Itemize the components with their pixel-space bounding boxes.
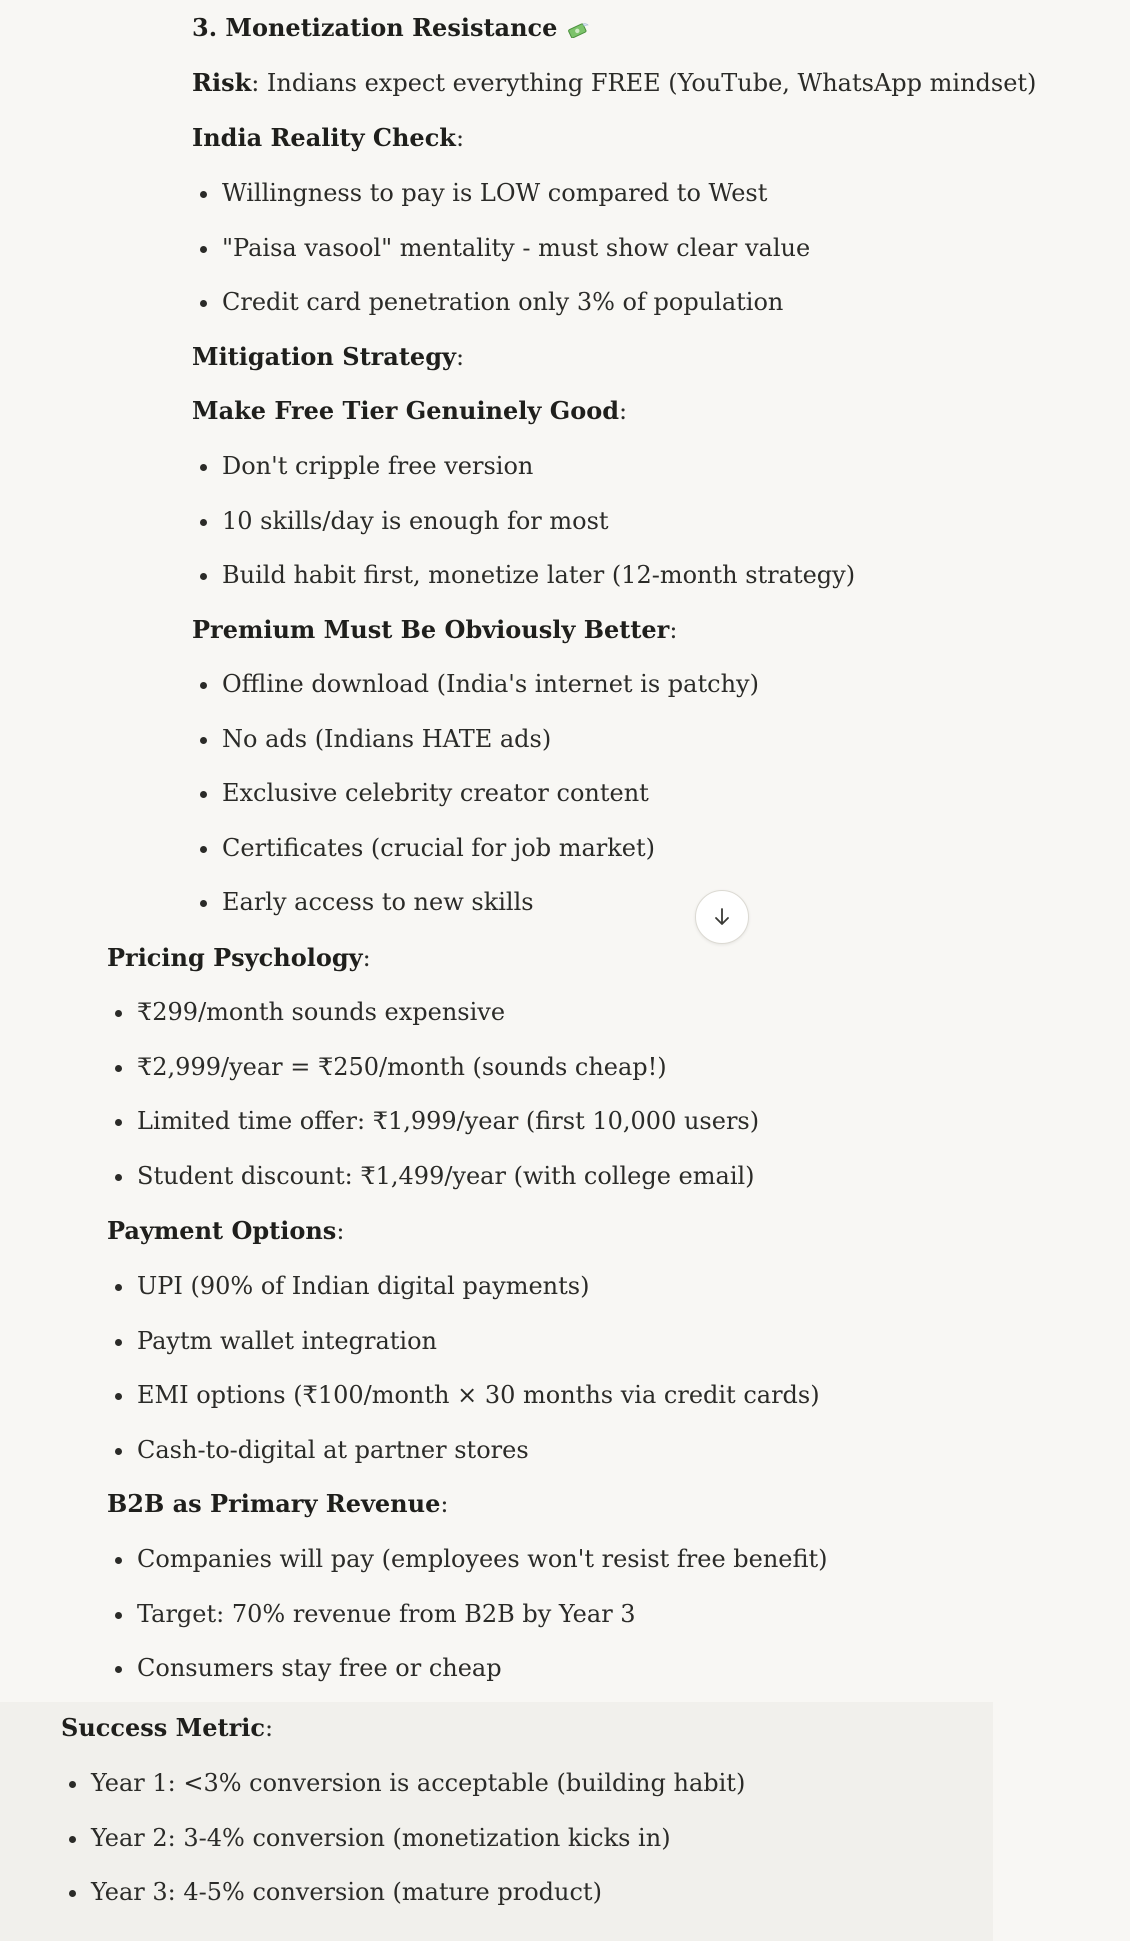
list-item: UPI (90% of Indian digital payments) bbox=[107, 1269, 820, 1324]
arrow-down-icon bbox=[711, 906, 733, 928]
list-item: Build habit first, monetize later (12-month strategy) bbox=[192, 558, 855, 613]
b2b-list bbox=[107, 1542, 828, 1706]
risk-line bbox=[192, 66, 1036, 100]
list-item: Exclusive celebrity creator content bbox=[192, 776, 759, 831]
list-item: Student discount: ₹1,499/year (with college email) bbox=[107, 1159, 759, 1214]
list-item: Credit card penetration only 3% of population bbox=[192, 285, 810, 340]
list-item: ₹2,999/year = ₹250/month (sounds cheap!) bbox=[107, 1050, 759, 1105]
premium-label: Premium Must Be Obviously Better bbox=[192, 615, 670, 644]
list-item: Certificates (crucial for job market) bbox=[192, 831, 759, 886]
reality-list bbox=[192, 176, 810, 340]
list-item: No ads (Indians HATE ads) bbox=[192, 722, 759, 777]
pricing-list bbox=[107, 995, 759, 1213]
reality-label: India Reality Check bbox=[192, 123, 456, 152]
list-item: Year 2: 3-4% conversion (monetization kicks in) bbox=[61, 1821, 745, 1876]
list-item: Consumers stay free or cheap bbox=[107, 1651, 828, 1706]
payment-heading: Payment Options: bbox=[107, 1216, 345, 1245]
success-list bbox=[61, 1766, 745, 1930]
b2b-label: B2B as Primary Revenue bbox=[107, 1489, 441, 1518]
list-item: Willingness to pay is LOW compared to West bbox=[192, 176, 810, 231]
section-title bbox=[192, 11, 589, 45]
list-item: Year 1: <3% conversion is acceptable (building habit) bbox=[61, 1766, 745, 1821]
list-item: Companies will pay (employees won't resist free benefit) bbox=[107, 1542, 828, 1597]
mitigation-heading: Mitigation Strategy: bbox=[192, 342, 465, 371]
mitigation-label: Mitigation Strategy bbox=[192, 342, 456, 371]
list-item: "Paisa vasool" mentality - must show clear value bbox=[192, 231, 810, 286]
success-heading: Success Metric: bbox=[61, 1713, 274, 1742]
risk-text: : Indians expect everything FREE (YouTube, WhatsApp mindset) bbox=[251, 69, 1037, 97]
free-tier-list bbox=[192, 449, 855, 613]
risk-label: Risk bbox=[192, 68, 252, 97]
list-item: Cash-to-digital at partner stores bbox=[107, 1433, 820, 1488]
free-tier-heading: Make Free Tier Genuinely Good: bbox=[192, 396, 628, 425]
list-item: EMI options (₹100/month × 30 months via credit cards) bbox=[107, 1378, 820, 1433]
section-title-text: 3. Monetization Resistance bbox=[192, 13, 558, 42]
list-item: ₹299/month sounds expensive bbox=[107, 995, 759, 1050]
list-item: Offline download (India's internet is patchy) bbox=[192, 667, 759, 722]
list-item: Paytm wallet integration bbox=[107, 1324, 820, 1379]
scroll-to-bottom-button[interactable] bbox=[695, 890, 749, 944]
reality-heading: India Reality Check: bbox=[192, 123, 465, 152]
list-item: Target: 70% revenue from B2B by Year 3 bbox=[107, 1597, 828, 1652]
b2b-heading: B2B as Primary Revenue: bbox=[107, 1489, 449, 1518]
free-tier-label: Make Free Tier Genuinely Good bbox=[192, 396, 619, 425]
money-with-wings-icon bbox=[567, 22, 589, 38]
payment-list bbox=[107, 1269, 820, 1487]
list-item: Don't cripple free version bbox=[192, 449, 855, 504]
success-label: Success Metric bbox=[61, 1713, 265, 1742]
list-item: Early access to new skills bbox=[192, 885, 759, 940]
payment-label: Payment Options bbox=[107, 1216, 337, 1245]
list-item: Limited time offer: ₹1,999/year (first 10,000 users) bbox=[107, 1104, 759, 1159]
pricing-heading: Pricing Psychology: bbox=[107, 943, 371, 972]
premium-list bbox=[192, 667, 759, 940]
list-item: 10 skills/day is enough for most bbox=[192, 504, 855, 559]
list-item: Year 3: 4-5% conversion (mature product) bbox=[61, 1875, 745, 1930]
pricing-label: Pricing Psychology bbox=[107, 943, 363, 972]
premium-heading: Premium Must Be Obviously Better: bbox=[192, 615, 678, 644]
